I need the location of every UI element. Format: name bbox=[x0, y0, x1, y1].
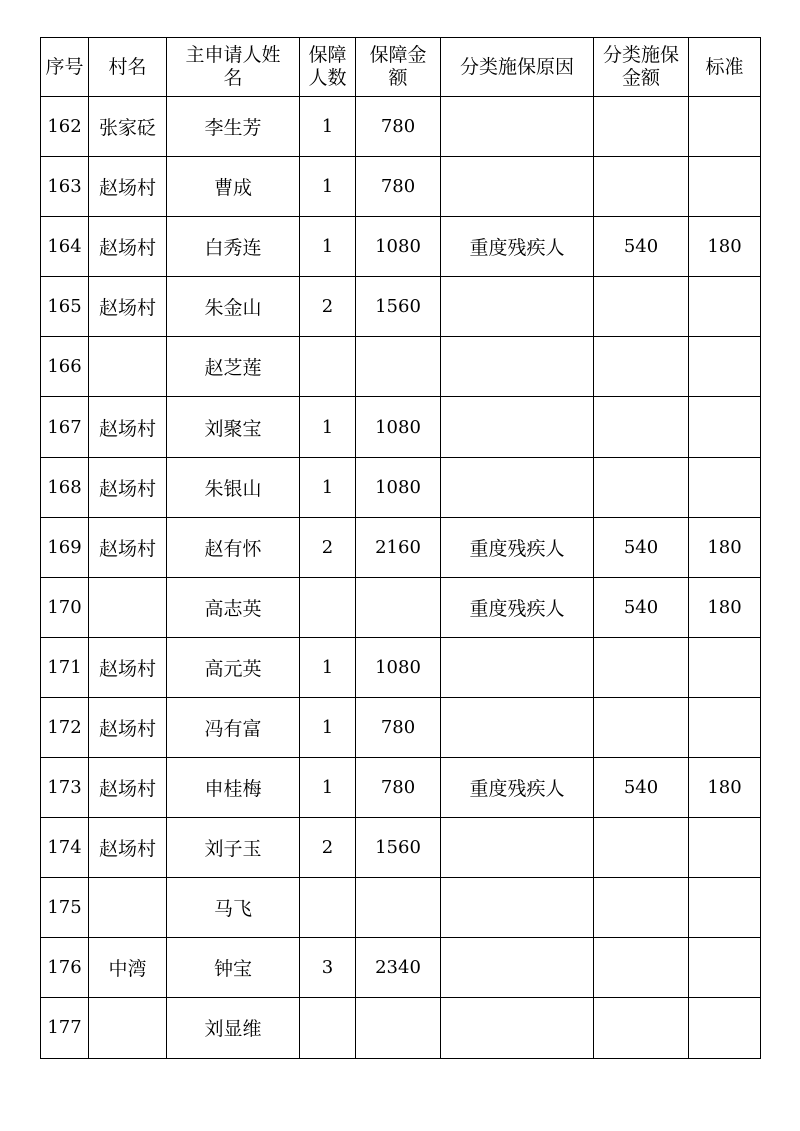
table-row bbox=[41, 397, 761, 457]
cell-class-amount: 540 bbox=[594, 217, 689, 277]
cell-seq: 163 bbox=[41, 157, 89, 217]
cell-name: 钟宝 bbox=[167, 938, 300, 998]
cell-name: 申桂梅 bbox=[167, 758, 300, 818]
cell-standard bbox=[689, 697, 761, 757]
cell-name: 赵芝莲 bbox=[167, 337, 300, 397]
cell-seq: 167 bbox=[41, 397, 89, 457]
cell-reason bbox=[441, 277, 594, 337]
cell-village: 赵场村 bbox=[89, 697, 167, 757]
table-row bbox=[41, 758, 761, 818]
cell-village: 赵场村 bbox=[89, 277, 167, 337]
cell-class-amount: 540 bbox=[594, 758, 689, 818]
cell-standard bbox=[689, 277, 761, 337]
cell-class-amount bbox=[594, 277, 689, 337]
cell-name: 马飞 bbox=[167, 878, 300, 938]
cell-amount: 2160 bbox=[356, 517, 441, 577]
table-row bbox=[41, 637, 761, 697]
cell-name: 曹成 bbox=[167, 157, 300, 217]
cell-amount: 1080 bbox=[356, 217, 441, 277]
table-row bbox=[41, 697, 761, 757]
cell-class-amount: 540 bbox=[594, 577, 689, 637]
cell-count: 2 bbox=[300, 517, 356, 577]
cell-count bbox=[300, 577, 356, 637]
header-row bbox=[41, 38, 761, 97]
table-row bbox=[41, 818, 761, 878]
cell-village: 赵场村 bbox=[89, 397, 167, 457]
cell-reason bbox=[441, 157, 594, 217]
cell-village: 赵场村 bbox=[89, 517, 167, 577]
cell-name: 高元英 bbox=[167, 637, 300, 697]
cell-class-amount bbox=[594, 337, 689, 397]
cell-amount: 1080 bbox=[356, 637, 441, 697]
header-amount bbox=[356, 38, 441, 97]
cell-name: 朱银山 bbox=[167, 457, 300, 517]
cell-seq: 173 bbox=[41, 758, 89, 818]
table-row bbox=[41, 457, 761, 517]
cell-village: 赵场村 bbox=[89, 457, 167, 517]
cell-name: 白秀连 bbox=[167, 217, 300, 277]
cell-count bbox=[300, 878, 356, 938]
cell-seq: 166 bbox=[41, 337, 89, 397]
cell-standard bbox=[689, 97, 761, 157]
cell-count: 1 bbox=[300, 637, 356, 697]
cell-reason bbox=[441, 818, 594, 878]
cell-amount: 1080 bbox=[356, 397, 441, 457]
cell-amount bbox=[356, 998, 441, 1058]
cell-class-amount bbox=[594, 697, 689, 757]
header-amount-line2: 额 bbox=[388, 67, 408, 89]
cell-reason bbox=[441, 998, 594, 1058]
cell-standard bbox=[689, 157, 761, 217]
cell-standard bbox=[689, 337, 761, 397]
cell-amount: 1080 bbox=[356, 457, 441, 517]
cell-amount: 2340 bbox=[356, 938, 441, 998]
cell-standard: 180 bbox=[689, 517, 761, 577]
table-row bbox=[41, 878, 761, 938]
header-amount-line1: 保障金 bbox=[369, 44, 427, 66]
cell-count: 1 bbox=[300, 157, 356, 217]
cell-village: 赵场村 bbox=[89, 157, 167, 217]
table-row bbox=[41, 577, 761, 637]
cell-seq: 169 bbox=[41, 517, 89, 577]
cell-class-amount bbox=[594, 397, 689, 457]
cell-name: 刘显维 bbox=[167, 998, 300, 1058]
header-class-amount bbox=[594, 38, 689, 97]
table-row bbox=[41, 277, 761, 337]
cell-seq: 171 bbox=[41, 637, 89, 697]
cell-seq: 177 bbox=[41, 998, 89, 1058]
header-applicant-line1: 主申请人姓 bbox=[185, 44, 281, 66]
cell-class-amount bbox=[594, 998, 689, 1058]
cell-standard: 180 bbox=[689, 758, 761, 818]
cell-standard bbox=[689, 637, 761, 697]
cell-village bbox=[89, 337, 167, 397]
cell-amount: 780 bbox=[356, 697, 441, 757]
assistance-table bbox=[40, 37, 761, 1059]
cell-standard bbox=[689, 818, 761, 878]
cell-class-amount bbox=[594, 637, 689, 697]
cell-count: 1 bbox=[300, 217, 356, 277]
cell-count: 2 bbox=[300, 818, 356, 878]
header-applicant bbox=[167, 38, 300, 97]
table-row bbox=[41, 97, 761, 157]
header-class-amount-line1: 分类施保 bbox=[602, 44, 679, 66]
cell-village bbox=[89, 998, 167, 1058]
cell-seq: 162 bbox=[41, 97, 89, 157]
cell-village bbox=[89, 878, 167, 938]
cell-standard bbox=[689, 878, 761, 938]
cell-reason: 重度残疾人 bbox=[441, 758, 594, 818]
header-count-line1: 保障 bbox=[308, 44, 347, 66]
cell-reason bbox=[441, 697, 594, 757]
cell-class-amount bbox=[594, 157, 689, 217]
cell-seq: 176 bbox=[41, 938, 89, 998]
table-row bbox=[41, 517, 761, 577]
cell-seq: 170 bbox=[41, 577, 89, 637]
cell-name: 朱金山 bbox=[167, 277, 300, 337]
cell-reason: 重度残疾人 bbox=[441, 217, 594, 277]
cell-class-amount bbox=[594, 457, 689, 517]
cell-village bbox=[89, 577, 167, 637]
cell-seq: 174 bbox=[41, 818, 89, 878]
cell-name: 刘子玉 bbox=[167, 818, 300, 878]
cell-reason bbox=[441, 938, 594, 998]
header-seq: 序号 bbox=[41, 38, 89, 97]
cell-count: 3 bbox=[300, 938, 356, 998]
header-applicant-line2: 名 bbox=[223, 67, 243, 89]
cell-amount: 1560 bbox=[356, 277, 441, 337]
cell-standard: 180 bbox=[689, 577, 761, 637]
header-count bbox=[300, 38, 356, 97]
cell-name: 高志英 bbox=[167, 577, 300, 637]
cell-seq: 168 bbox=[41, 457, 89, 517]
cell-name: 冯有富 bbox=[167, 697, 300, 757]
cell-standard bbox=[689, 397, 761, 457]
header-village: 村名 bbox=[89, 38, 167, 97]
cell-seq: 165 bbox=[41, 277, 89, 337]
cell-amount: 780 bbox=[356, 758, 441, 818]
cell-reason bbox=[441, 878, 594, 938]
cell-count: 2 bbox=[300, 277, 356, 337]
table-row bbox=[41, 337, 761, 397]
cell-village: 赵场村 bbox=[89, 758, 167, 818]
cell-village: 赵场村 bbox=[89, 818, 167, 878]
header-reason: 分类施保原因 bbox=[441, 38, 594, 97]
cell-standard bbox=[689, 998, 761, 1058]
cell-seq: 175 bbox=[41, 878, 89, 938]
cell-reason: 重度残疾人 bbox=[441, 577, 594, 637]
cell-name: 赵有怀 bbox=[167, 517, 300, 577]
cell-name: 李生芳 bbox=[167, 97, 300, 157]
cell-class-amount: 540 bbox=[594, 517, 689, 577]
cell-reason bbox=[441, 337, 594, 397]
cell-count: 1 bbox=[300, 758, 356, 818]
cell-count: 1 bbox=[300, 97, 356, 157]
cell-amount bbox=[356, 878, 441, 938]
cell-class-amount bbox=[594, 938, 689, 998]
cell-amount: 780 bbox=[356, 97, 441, 157]
cell-seq: 172 bbox=[41, 697, 89, 757]
cell-amount bbox=[356, 577, 441, 637]
cell-reason bbox=[441, 457, 594, 517]
cell-amount bbox=[356, 337, 441, 397]
header-class-amount-line2: 金额 bbox=[621, 67, 660, 89]
table-row bbox=[41, 217, 761, 277]
cell-class-amount bbox=[594, 818, 689, 878]
cell-seq: 164 bbox=[41, 217, 89, 277]
cell-reason: 重度残疾人 bbox=[441, 517, 594, 577]
cell-village: 中湾 bbox=[89, 938, 167, 998]
header-count-line2: 人数 bbox=[308, 67, 347, 89]
cell-class-amount bbox=[594, 97, 689, 157]
cell-name: 刘聚宝 bbox=[167, 397, 300, 457]
cell-standard bbox=[689, 938, 761, 998]
cell-standard bbox=[689, 457, 761, 517]
cell-class-amount bbox=[594, 878, 689, 938]
cell-count: 1 bbox=[300, 697, 356, 757]
cell-reason bbox=[441, 637, 594, 697]
cell-village: 张家砭 bbox=[89, 97, 167, 157]
cell-standard: 180 bbox=[689, 217, 761, 277]
cell-count bbox=[300, 337, 356, 397]
table-row bbox=[41, 998, 761, 1058]
cell-reason bbox=[441, 397, 594, 457]
cell-village: 赵场村 bbox=[89, 637, 167, 697]
table-row bbox=[41, 157, 761, 217]
table-row bbox=[41, 938, 761, 998]
cell-reason bbox=[441, 97, 594, 157]
cell-count bbox=[300, 998, 356, 1058]
cell-count: 1 bbox=[300, 397, 356, 457]
cell-count: 1 bbox=[300, 457, 356, 517]
header-standard: 标准 bbox=[689, 38, 761, 97]
cell-amount: 1560 bbox=[356, 818, 441, 878]
cell-amount: 780 bbox=[356, 157, 441, 217]
cell-village: 赵场村 bbox=[89, 217, 167, 277]
